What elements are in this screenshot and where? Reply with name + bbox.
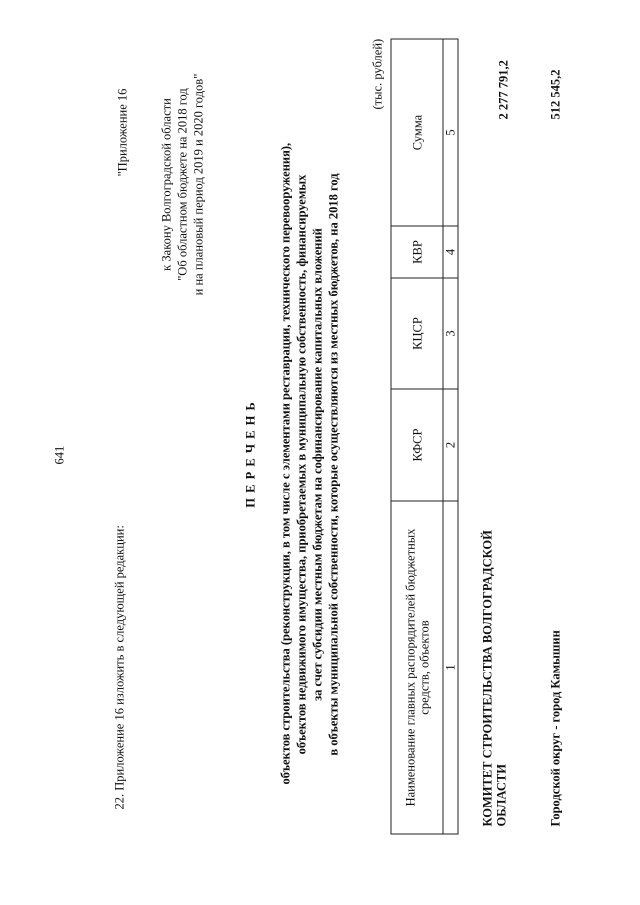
appendix-line-2: "Об областном бюджете на 2018 год <box>175 88 189 281</box>
header-name: Наименование главных распорядителей бюджетных средств, объектов <box>391 501 443 834</box>
colnum-4: 4 <box>443 226 458 278</box>
appendix-line-3: и на плановый период 2019 и 2020 годов" <box>191 73 205 296</box>
table-row-name: Городской округ - город Камышин <box>548 630 562 827</box>
title-line-4: в объекты муниципальной собственности, которые осуществляются из местных бюджетов, на 2018 год <box>326 173 340 756</box>
table-header-row <box>391 39 443 834</box>
table-row-amount: 2 277 791,2 <box>496 60 510 120</box>
colnum-2: 2 <box>443 389 458 501</box>
budget-table <box>390 39 458 835</box>
colnum-5: 5 <box>443 39 458 226</box>
units-label: (тыс. рублей) <box>370 38 384 110</box>
header-kvr: КВР <box>391 226 443 278</box>
document-title: П Е Р Е Ч Е Н Ь <box>243 401 257 508</box>
title-line-2: объектов недвижимого имущества, приобретаемых в муниципальную собственность, финансируемых <box>294 174 308 755</box>
table-row-amount: 512 545,2 <box>548 69 562 120</box>
header-kcsr: КЦСР <box>391 278 443 389</box>
header-kfsr: КФСР <box>391 389 443 501</box>
title-line-3: за счет субсидии местным бюджетам на софинансирование капитальных вложений <box>310 228 324 701</box>
colnum-1: 1 <box>443 501 458 834</box>
header-amount: Сумма <box>391 39 443 226</box>
table-colnum-row <box>443 39 458 834</box>
title-line-1: объектов строительства (реконструкции, в том числе с элементами реставрации, технического перевооружения), <box>278 142 292 785</box>
colnum-3: 3 <box>443 278 458 389</box>
appendix-line-1: к Закону Волгоградской области <box>159 98 173 271</box>
appendix-label: "Приложение 16 <box>115 88 129 177</box>
intro-line: 22. Приложение 16 изложить в следующей редакции: <box>112 525 126 810</box>
table-row-name: КОМИТЕТ СТРОИТЕЛЬСТВА ВОЛГОГРАДСКОЙ ОБЛАСТИ <box>480 530 508 827</box>
page-number: 641 <box>52 445 66 465</box>
